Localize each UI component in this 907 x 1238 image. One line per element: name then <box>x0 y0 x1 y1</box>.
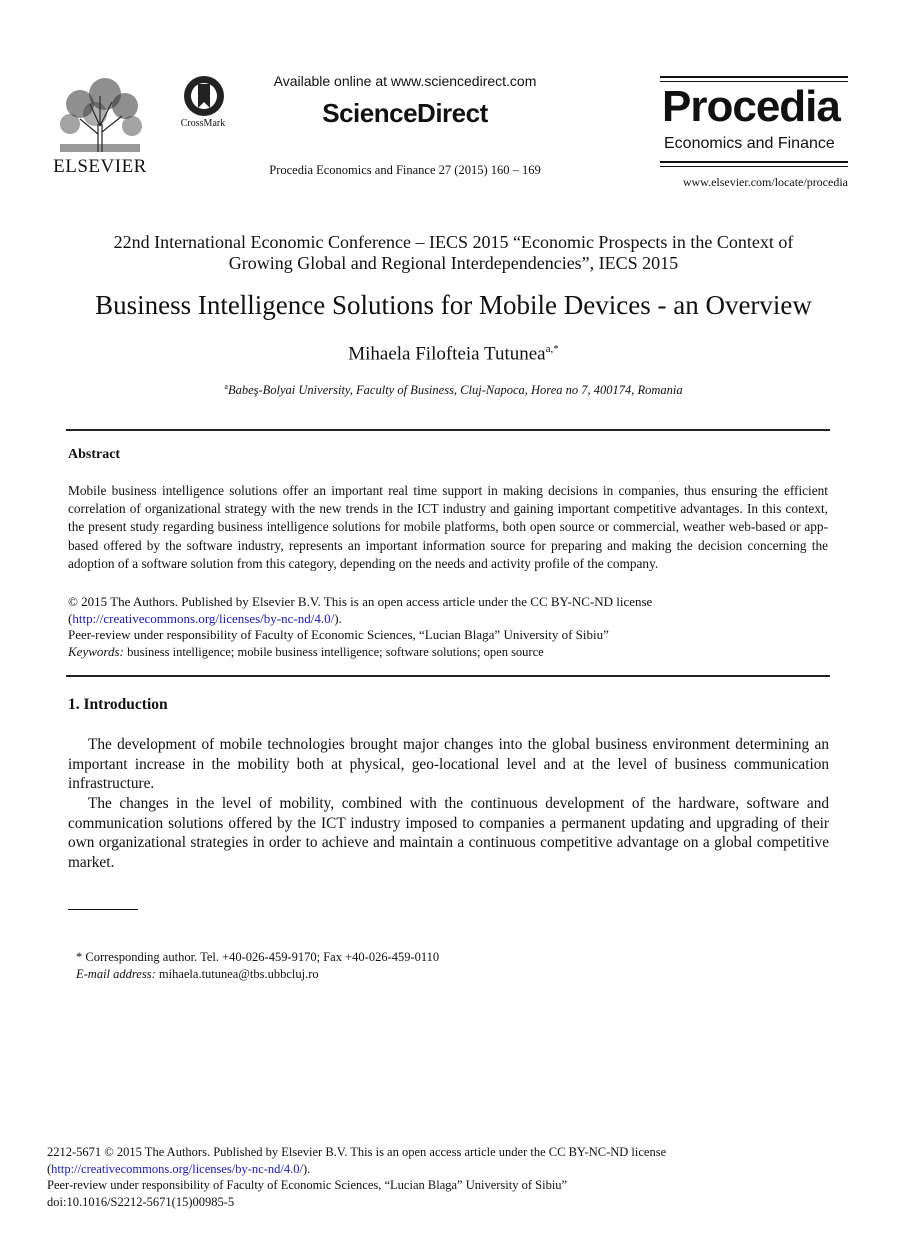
footer-link-line <box>47 1162 310 1177</box>
author-name: Mihaela Filofteia Tutunea <box>348 343 546 365</box>
conference-line-2: Growing Global and Regional Interdependencies”, IECS 2015 <box>228 253 679 273</box>
email-label: E-mail address: <box>76 967 156 981</box>
peer-review-line: Peer-review under responsibility of Faculty of Economic Sciences, “Lucian Blaga” University of Sibiu” <box>68 627 609 642</box>
footer-peer-review: Peer-review under responsibility of Faculty of Economic Sciences, “Lucian Blaga” University of Sibiu” <box>47 1178 568 1192</box>
abstract-bottom-rule <box>66 675 830 677</box>
journal-url[interactable]: www.elsevier.com/locate/procedia <box>682 175 848 189</box>
conference-name <box>55 232 852 274</box>
procedia-bottom-rule-thin <box>660 166 848 167</box>
license-link[interactable]: http://creativecommons.org/licenses/by-nc-nd/4.0/ <box>72 611 335 626</box>
procedia-bottom-rule <box>660 161 848 163</box>
keywords-line <box>68 644 544 660</box>
footer-link-open: ( <box>47 1162 52 1176</box>
affiliation-mark: a <box>224 382 228 391</box>
author-marks: a,* <box>545 343 559 355</box>
keywords-value: business intelligence; mobile business intelligence; software solutions; open source <box>127 645 544 659</box>
author <box>40 343 867 365</box>
footer-link-close: ). <box>302 1162 311 1176</box>
intro-paragraph-2: The changes in the level of mobility, combined with the continuous development of the hardware, software and communication solutions offered by the ICT industry imposed to companies a permanent updating and upgrading of their own organizational strategies in order to achieve and maintain a continuous competitive advantage on a global competitive market. <box>68 795 829 871</box>
keywords-label: Keywords: <box>68 644 124 659</box>
section-heading-introduction: 1. Introduction <box>68 696 168 713</box>
footer-license-link[interactable]: http://creativecommons.org/licenses/by-nc-nd/4.0/ <box>51 1162 303 1176</box>
sciencedirect-logo[interactable]: ScienceDirect <box>322 98 488 128</box>
affiliation <box>40 382 867 398</box>
email-note <box>76 967 319 982</box>
corresponding-author-note: * Corresponding author. Tel. +40-026-459-9170; Fax +40-026-459-0110 <box>76 950 440 964</box>
publisher-name: ELSEVIER <box>53 156 147 177</box>
copyright-line: © 2015 The Authors. Published by Elsevier B.V. This is an open access article under the CC BY-NC-ND license <box>68 594 653 609</box>
conference-line-1: 22nd International Economic Conference – IECS 2015 “Economic Prospects in the Context of <box>113 232 794 252</box>
abstract-top-rule <box>66 429 830 431</box>
doi[interactable]: doi:10.1016/S2212-5671(15)00985-5 <box>47 1195 235 1209</box>
crossmark-label: CrossMark <box>180 118 226 129</box>
email-address[interactable]: mihaela.tutunea@tbs.ubbcluj.ro <box>158 967 319 981</box>
footnote-rule <box>68 909 138 910</box>
link-open-paren: ( <box>68 611 73 626</box>
affiliation-text: Babeş-Bolyai University, Faculty of Business, Cluj-Napoca, Horea no 7, 400174, Romania <box>227 383 683 398</box>
procedia-top-rule <box>660 76 848 78</box>
link-close-paren: ). <box>334 611 342 626</box>
journal-reference: Procedia Economics and Finance 27 (2015) 160 – 169 <box>269 163 541 177</box>
footer-license-line: 2212-5671 © 2015 The Authors. Published by Elsevier B.V. This is an open access article under the CC BY-NC-ND license <box>47 1145 667 1159</box>
copyright-link-line <box>68 611 342 627</box>
journal-subtitle: Economics and Finance <box>664 135 835 152</box>
abstract-heading: Abstract <box>68 447 121 462</box>
available-online-text: Available online at www.sciencedirect.com <box>273 73 537 89</box>
journal-title: Procedia <box>662 82 840 131</box>
intro-paragraph-1: The development of mobile technologies brought major changes into the global business environment determining an important increase in the mobility both at physical, geo-locational level and at the level of business communication infrastructure. <box>68 736 829 793</box>
paper-title: Business Intelligence Solutions for Mobile Devices - an Overview <box>95 290 812 320</box>
abstract-body: Mobile business intelligence solutions offer an important real time support in making decisions in companies, thus ensuring the efficient correlation of organizational strategy with the new trends in the ICT industry and gaining important competitive advantages. In this context, the present study regarding business intelligence solutions for mobile platforms, both open source or commercial, weather web-based or app-based offered by the software industry, represents an important information source for preparing and making the decision concerning the adoption of a software solution from this category, depending on the needs and activity profile of the company. <box>68 483 828 571</box>
